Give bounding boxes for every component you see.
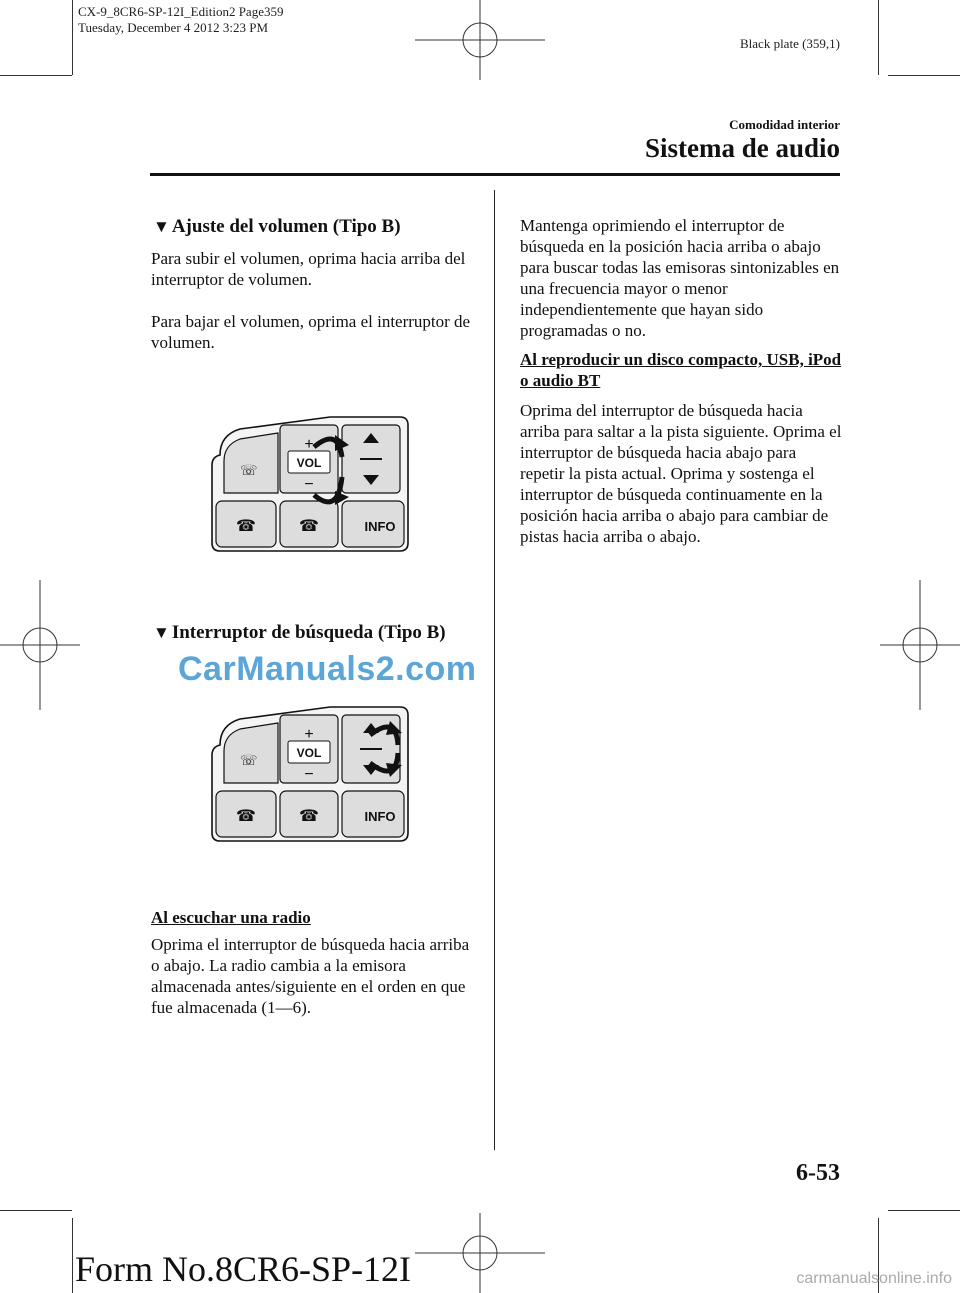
subheading-radio: Al escuchar una radio (151, 908, 311, 927)
crop-mark (72, 1218, 73, 1293)
svg-text:INFO: INFO (364, 809, 396, 824)
crop-mark (888, 75, 960, 76)
watermark-logo: CarManuals2.com (178, 650, 477, 688)
doc-info-line2: Tuesday, December 4 2012 3:23 PM (78, 20, 269, 35)
bottom-watermark: carmanualsonline.info (796, 1270, 952, 1287)
registration-mark-left (0, 580, 80, 710)
plate-info: Black plate (359,1) (740, 36, 840, 51)
registration-mark-right (880, 580, 960, 710)
page-number: 6-53 (796, 1160, 840, 1186)
paragraph-volume-up: Para subir el volumen, oprima hacia arriba del interruptor de volumen. (151, 249, 466, 289)
crop-mark (888, 1210, 960, 1211)
heading-text: Interruptor de búsqueda (Tipo B) (171, 622, 446, 643)
section-title: Sistema de audio (644, 133, 840, 163)
header-rule (150, 173, 840, 176)
vol-label: VOL (296, 456, 322, 470)
svg-text:☏: ☏ (240, 753, 258, 769)
info-label: INFO (364, 519, 396, 534)
svg-text:☎: ☎ (299, 516, 319, 535)
paragraph-track-skip: Oprima del interruptor de búsqueda hacia arriba para saltar a la pista siguiente. Oprima el interruptor de búsqueda hacia abajo para repetir la pista actual. Oprima y sostenga el interruptor de búsqueda continuamente en la posición hacia arriba o abajo para cambiar de pistas hacia arriba o abajo. (520, 401, 842, 546)
heading-volume-adjust (153, 216, 401, 238)
crop-mark (878, 0, 879, 75)
form-number: Form No.8CR6-SP-12I (75, 1249, 412, 1289)
steering-switch-figure-volume (210, 415, 410, 555)
paragraph-volume-down: Para bajar el volumen, oprima el interruptor de volumen. (151, 312, 471, 352)
paragraph-radio: Oprima el interruptor de búsqueda hacia arriba o abajo. La radio cambia a la emisora almacenada antes/siguiente en el orden en que fue almacenada (1―6). (151, 935, 470, 1017)
section-subtitle: Comodidad interior (729, 117, 840, 132)
svg-text:☎: ☎ (299, 806, 319, 825)
heading-text: Ajuste del volumen (Tipo B) (171, 216, 401, 237)
column-divider (494, 190, 495, 1150)
svg-text:☎: ☎ (236, 806, 256, 825)
triangle-bullet-icon: ▼ (153, 623, 170, 642)
svg-text:−: − (304, 476, 314, 493)
paragraph-seek-hold: Mantenga oprimiendo el interruptor de búsqueda en la posición hacia arriba o abajo para buscar todas las emisoras sintonizables en una frecuencia mayor o menor independientemente que hayan sido programadas o no. (520, 216, 840, 340)
svg-text:−: − (304, 766, 314, 783)
svg-text:☎: ☎ (236, 516, 256, 535)
heading-seek-switch (153, 622, 446, 644)
subheading-cd-usb: Al reproducir un disco compacto, USB, iPod o audio BT (520, 350, 842, 390)
svg-text:+: + (304, 436, 314, 453)
crop-mark (72, 0, 73, 75)
svg-text:VOL: VOL (296, 746, 322, 760)
crop-mark (0, 75, 72, 76)
registration-mark-bottom (415, 1213, 545, 1293)
steering-switch-figure-seek (210, 705, 410, 845)
doc-info-line1: CX-9_8CR6-SP-12I_Edition2 Page359 (78, 4, 284, 19)
crop-mark (0, 1210, 72, 1211)
svg-text:☏: ☏ (240, 463, 258, 479)
registration-mark-top (415, 0, 545, 80)
triangle-bullet-icon: ▼ (153, 217, 170, 236)
svg-text:+: + (304, 726, 314, 743)
